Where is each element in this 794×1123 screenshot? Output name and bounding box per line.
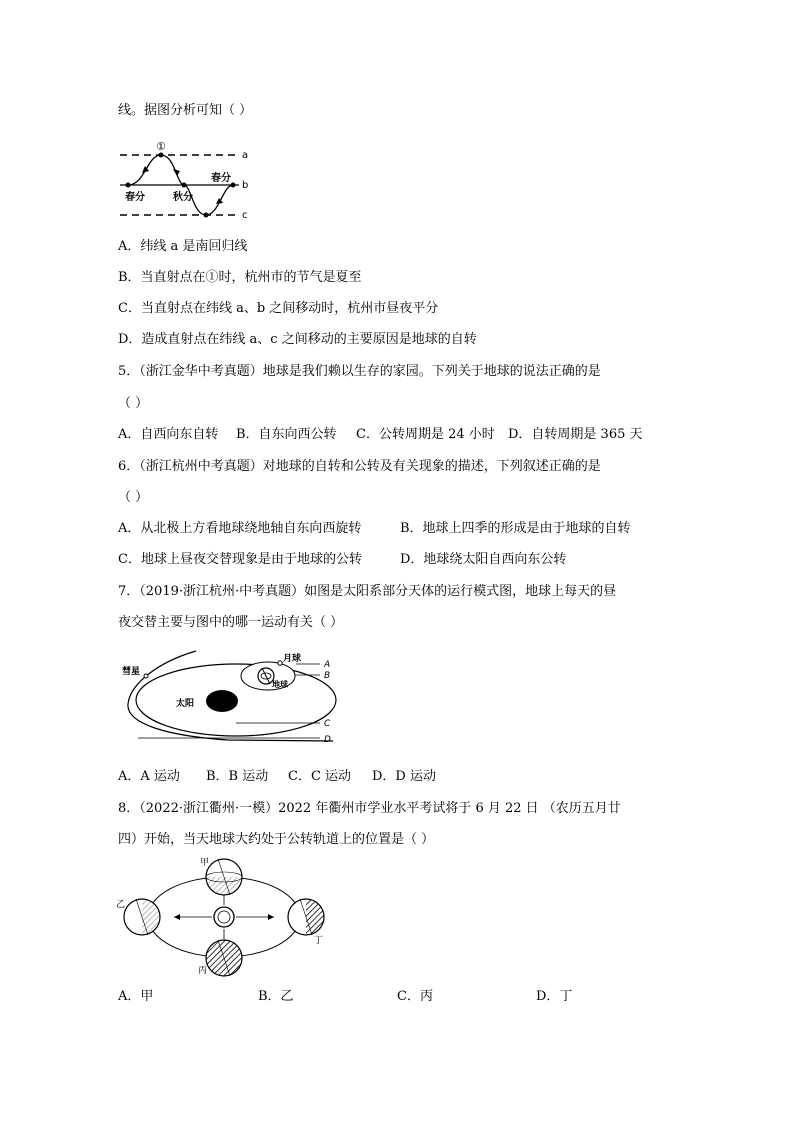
q7-options <box>118 769 518 785</box>
q7-option-a: A．A 运动 <box>118 769 180 784</box>
q8-earth-yi <box>124 899 160 935</box>
q6-options-row1 <box>118 521 678 537</box>
q8-earth-jia <box>206 859 242 895</box>
q4-marker-1: ① <box>156 140 166 153</box>
q7-option-b: B．B 运动 <box>206 769 269 784</box>
q5-option-c: C．公转周期是 24 小时 <box>356 427 495 442</box>
q4-label-b: b <box>242 180 249 191</box>
q5-option-b: B．自东向西公转 <box>236 427 337 442</box>
q7-sun <box>206 690 238 712</box>
q6-paren: （ ） <box>118 490 149 505</box>
q4-stem-tail: 线。据图分析可知（ ） <box>118 103 253 118</box>
q8-stem-line2: 四）开始，当天地球大约处于公转轨道上的位置是（ ） <box>118 832 435 847</box>
q5-stem: 5．（浙江金华中考真题）地球是我们赖以生存的家园。下列关于地球的说法正确的是 <box>118 364 601 379</box>
q6-option-d: D．地球绕太阳自西向东公转 <box>400 552 567 567</box>
q8-orbit-diagram <box>112 855 332 977</box>
q7-option-d: D．D 运动 <box>372 769 436 784</box>
q7-moon <box>278 661 282 665</box>
q7-solar-system-diagram <box>118 648 338 753</box>
q5-option-a: A．自西向东自转 <box>118 427 219 442</box>
q7-label-earth: 地球 <box>272 680 288 689</box>
q6-stem: 6．（浙江杭州中考真题）对地球的自转和公转及有关现象的描述，下列叙述正确的是 <box>118 459 601 474</box>
q7-label-moon: 月球 <box>283 654 302 664</box>
q7-label-b: B <box>324 671 331 681</box>
q7-label-sun: 太阳 <box>176 699 195 709</box>
q8-option-a: A．甲 <box>118 989 154 1004</box>
q6-option-c: C．地球上昼夜交替现象是由于地球的公转 <box>118 552 362 567</box>
q4-option-d: D．造成直射点在纬线 a、c 之间移动的主要原因是地球的自转 <box>118 332 477 347</box>
q8-stem-line1: 8．（2022·浙江衢州·一模）2022 年衢州市学业水平考试将于 6 月 22 日 （农历五月廿 <box>118 801 621 816</box>
q8-label-jia: 甲 <box>200 858 210 868</box>
q6-options-row2 <box>118 552 678 568</box>
q7-comet <box>144 674 148 678</box>
q5-options <box>118 427 678 443</box>
q7-label-a: A <box>324 660 331 670</box>
q4-option-b: B．当直射点在①时，杭州市的节气是夏至 <box>118 270 362 285</box>
q8-label-yi: 乙 <box>116 900 126 910</box>
q7-stem-line2: 夜交替主要与图中的哪一运动有关（ ） <box>118 615 344 630</box>
q7-stem-line1: 7．（2019·浙江杭州·中考真题）如图是太阳系部分天体的运行模式图，地球上每天的昼 <box>118 584 617 599</box>
q6-option-b: B．地球上四季的形成是由于地球的自转 <box>400 521 631 536</box>
q8-option-c: C．丙 <box>397 989 433 1004</box>
q4-label-c: c <box>242 210 248 221</box>
q4-label-spring2: 春分 <box>211 173 231 184</box>
q8-options <box>118 989 598 1005</box>
q8-earth-bing <box>206 940 242 976</box>
q7-label-comet: 彗星 <box>122 667 141 677</box>
q4-label-autumn: 秋分 <box>173 192 193 203</box>
q4-label-a: a <box>242 150 249 161</box>
q8-earth-ding <box>288 899 324 935</box>
q7-label-c: C <box>324 719 331 729</box>
q8-option-b: B．乙 <box>258 989 294 1004</box>
q5-option-d: D．自转周期是 365 天 <box>508 427 643 442</box>
q4-option-c: C．当直射点在纬线 a、b 之间移动时，杭州市昼夜平分 <box>118 301 439 316</box>
q5-paren: （ ） <box>118 396 149 411</box>
q7-label-d: D <box>324 735 331 745</box>
q6-option-a: A．从北极上方看地球绕地轴自东向西旋转 <box>118 521 362 536</box>
q4-option-a: A．纬线 a 是南回归线 <box>118 239 248 254</box>
q8-option-d: D．丁 <box>536 989 573 1004</box>
q8-label-ding: 丁 <box>314 936 324 946</box>
q7-option-c: C．C 运动 <box>288 769 352 784</box>
q8-label-bing: 丙 <box>198 966 208 976</box>
q4-latitude-diagram <box>115 138 265 226</box>
q8-sun <box>214 907 234 927</box>
q4-label-spring1: 春分 <box>125 192 145 203</box>
